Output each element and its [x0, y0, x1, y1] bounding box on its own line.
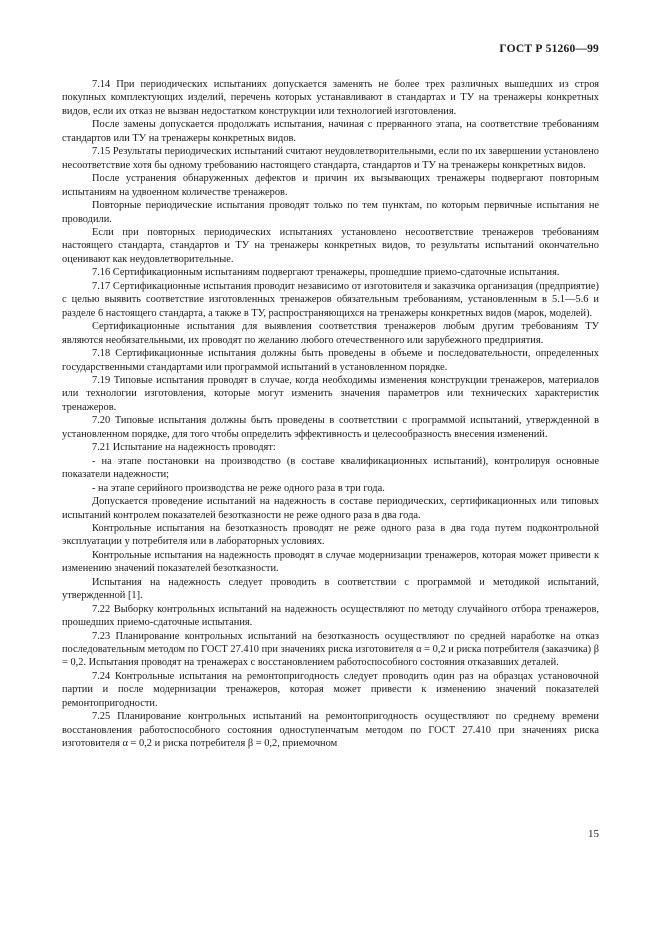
paragraph: 7.23 Планирование контрольных испытаний на безотказность осуществляют по средней наработке на отказ последовательным методом по ГОСТ 27.410 при значениях риска изготовителя α = 0,2 и риска потребителя (заказчика) β = 0,2. Испытания проводят на тренажерах с восстановлением работоспособного состояния отказавших деталей. [62, 630, 599, 669]
paragraph: 7.14 При периодических испытаниях допускается заменять не более трех различных вышедших из строя покупных комплектующих изделий, перечень которых устанавливают в стандартах и ТУ на тренажеры конкретных видов, если их отказ не вызван недостатком конструкции или технологией изготовления. [62, 79, 599, 117]
paragraph: Сертификационные испытания для выявления соответствия тренажеров любым другим требованиям ТУ являются необязательными, их проводят по желанию любого отечественного или зарубежного предприятия. [62, 321, 599, 346]
paragraph: 7.22 Выборку контрольных испытаний на надежность осуществляют по методу случайного отбора тренажеров, прошедших приемо-сдаточные испытания. [62, 603, 599, 629]
paragraph: После замены допускается продолжать испытания, начиная с прерванного этапа, на соответствие требованиям стандартов или ТУ на тренажеры конкретных видов. [62, 119, 599, 144]
paragraph: 7.17 Сертификационные испытания проводит независимо от изготовителя и заказчика организация (предприятие) с целью выявить соответствие изготовленных тренажеров обязательным требованиям, установленным в 5.1—5.6 и разделе 6 настоящего стандарта, а также в ТУ, распространяющихся на тренажеры конкретных видов (марок, моделей). [62, 280, 599, 319]
paragraph: Если при повторных периодических испытаниях установлено несоответствие тренажеров требованиям настоящего стандарта, стандартов и ТУ на тренажеры конкретных видов, то результаты испытаний окончательно оценивают как неудовлетворительные. [62, 226, 599, 265]
paragraph: Допускается проведение испытаний на надежность в составе периодических, сертификационных или типовых испытаний контролем показателей безотказности не реже одного раза в два года. [62, 496, 599, 521]
paragraph: 7.25 Планирование контрольных испытаний на ремонтопригодность осуществляют по среднему времени восстановления работоспособного состояния одноступенчатым методом по ГОСТ 27.410 при значениях риска изготовителя α = 0,2 и риска потребителя β = 0,2, приемочном [62, 711, 599, 750]
paragraph: Повторные периодические испытания проводят только по тем пунктам, по которым первичные испытания не проводили. [62, 200, 599, 225]
document-body [62, 78, 599, 751]
paragraph: 7.18 Сертификационные испытания должны быть проведены в объеме и последовательности, определенных государственными стандартами или программой испытаний в установленном порядке. [62, 348, 599, 373]
paragraph: 7.20 Типовые испытания должны быть проведены в соответствии с программой испытаний, утвержденной в установленном порядке, для того чтобы определить эффективность и целесообразность внесения изменений. [62, 415, 599, 440]
list-item: - на этапе серийного производства не реже одного раза в три года. [92, 482, 385, 494]
page-number: 15 [588, 828, 599, 840]
paragraph: 7.16 Сертификационным испытаниям подвергают тренажеры, прошедшие приемо-сдаточные испытания. [92, 267, 560, 279]
paragraph: Контрольные испытания на надежность проводят в случае модернизации тренажеров, которая может привести к изменению значений показателей безотказности. [62, 549, 599, 575]
paragraph: После устранения обнаруженных дефектов и причин их вызывающих тренажеры подвергают повторным испытаниям на удвоенном количестве тренажеров. [62, 173, 599, 198]
paragraph: 7.19 Типовые испытания проводят в случае, когда необходимы изменения конструкции тренажеров, материалов или технологии изготовления, которые могут изменить значения параметров или технических характеристик тренажеров. [62, 374, 599, 413]
paragraph: 7.15 Результаты периодических испытаний считают неудовлетворительными, если по их завершении установлено несоответствие хотя бы одному требованию настоящего стандарта, стандартов и ТУ на тренажеры конкретных видов. [62, 146, 599, 171]
paragraph: Контрольные испытания на безотказность проводят не реже одного раза в два года путем подконтрольной эксплуатации у потребителя или в лабораторных условиях. [62, 522, 599, 548]
paragraph: 7.24 Контрольные испытания на ремонтопригодность следует проводить один раз на образцах установочной партии и после модернизации тренажеров, которая может привести к изменению значений показателей ремонтопригодности. [62, 670, 599, 709]
document-header: ГОСТ Р 51260—99 [499, 43, 599, 55]
paragraph: Испытания на надежность следует проводить в соответствии с программой и методикой испытаний, утвержденной [1]. [62, 576, 599, 602]
list-item: - на этапе постановки на производство (в составе квалификационных испытаний), контролируя основные показатели надежности; [62, 455, 599, 481]
paragraph: 7.21 Испытание на надежность проводят: [92, 442, 276, 454]
